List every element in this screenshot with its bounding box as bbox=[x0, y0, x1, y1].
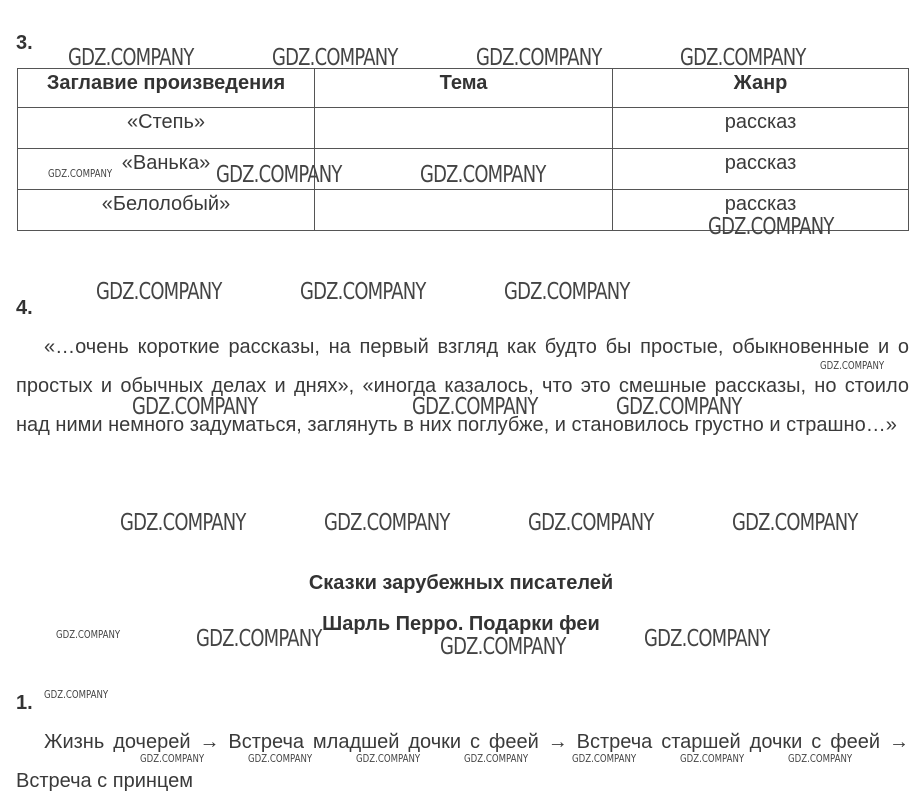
watermark: GDZ.COMPANY bbox=[48, 167, 113, 180]
task-4-number: 4. bbox=[16, 297, 33, 319]
watermark: GDZ.COMPANY bbox=[132, 394, 258, 420]
watermark: GDZ.COMPANY bbox=[356, 752, 421, 765]
task-3-number: 3. bbox=[16, 32, 33, 54]
watermark: GDZ.COMPANY bbox=[68, 45, 194, 71]
watermark: GDZ.COMPANY bbox=[732, 510, 858, 536]
table-row bbox=[18, 108, 909, 149]
header-title: Заглавие произведения bbox=[18, 69, 315, 108]
watermark: GDZ.COMPANY bbox=[616, 394, 742, 420]
work-theme bbox=[315, 149, 613, 190]
watermark: GDZ.COMPANY bbox=[216, 162, 342, 188]
section-subtitle: Шарль Перро. Подарки феи bbox=[322, 613, 600, 635]
work-theme bbox=[315, 190, 613, 231]
watermark: GDZ.COMPANY bbox=[248, 752, 313, 765]
watermark: GDZ.COMPANY bbox=[272, 45, 398, 71]
watermark: GDZ.COMPANY bbox=[680, 45, 806, 71]
watermark: GDZ.COMPANY bbox=[440, 634, 566, 660]
work-title: «Степь» bbox=[18, 108, 315, 149]
watermark: GDZ.COMPANY bbox=[788, 752, 853, 765]
work-theme bbox=[315, 108, 613, 149]
work-title: «Ванька» bbox=[18, 149, 315, 190]
watermark: GDZ.COMPANY bbox=[324, 510, 450, 536]
works-table bbox=[17, 68, 909, 231]
watermark: GDZ.COMPANY bbox=[44, 688, 109, 701]
watermark: GDZ.COMPANY bbox=[96, 279, 222, 305]
task-4-answer: «…очень короткие рассказы, на первый взгляд как будто бы простые, обыкновенные и о простых и обычных делах и днях», «иногда казалось, что это смешные рассказы, но стоило над ними немного задуматься, заглянуть в них поглубже, и становилось грустно и страшно…» bbox=[16, 336, 909, 436]
watermark: GDZ.COMPANY bbox=[420, 162, 546, 188]
work-genre: рассказ bbox=[613, 108, 909, 149]
watermark: GDZ.COMPANY bbox=[120, 510, 246, 536]
watermark: GDZ.COMPANY bbox=[572, 752, 637, 765]
work-genre: рассказ bbox=[613, 149, 909, 190]
watermark: GDZ.COMPANY bbox=[820, 359, 885, 372]
header-theme: Тема bbox=[315, 69, 613, 108]
section-title: Сказки зарубежных писателей bbox=[308, 572, 614, 594]
header-genre: Жанр bbox=[613, 69, 909, 108]
watermark: GDZ.COMPANY bbox=[412, 394, 538, 420]
watermark: GDZ.COMPANY bbox=[504, 279, 630, 305]
watermark: GDZ.COMPANY bbox=[56, 628, 121, 641]
watermark: GDZ.COMPANY bbox=[680, 752, 745, 765]
watermark: GDZ.COMPANY bbox=[476, 45, 602, 71]
work-genre: рассказ bbox=[613, 190, 909, 231]
work-title: «Белолобый» bbox=[18, 190, 315, 231]
watermark: GDZ.COMPANY bbox=[708, 214, 834, 240]
watermark: GDZ.COMPANY bbox=[528, 510, 654, 536]
watermark: GDZ.COMPANY bbox=[464, 752, 529, 765]
watermark: GDZ.COMPANY bbox=[644, 626, 770, 652]
watermark: GDZ.COMPANY bbox=[140, 752, 205, 765]
task-1-answer: Жизнь дочерей → Встреча младшей дочки с феей → Встреча старшей дочки с феей → Встреча с принцем bbox=[16, 731, 909, 792]
watermark: GDZ.COMPANY bbox=[300, 279, 426, 305]
watermark: GDZ.COMPANY bbox=[196, 626, 322, 652]
table-row bbox=[18, 190, 909, 231]
table-header-row bbox=[18, 69, 909, 108]
task-1-number: 1. bbox=[16, 692, 33, 714]
table-row bbox=[18, 149, 909, 190]
